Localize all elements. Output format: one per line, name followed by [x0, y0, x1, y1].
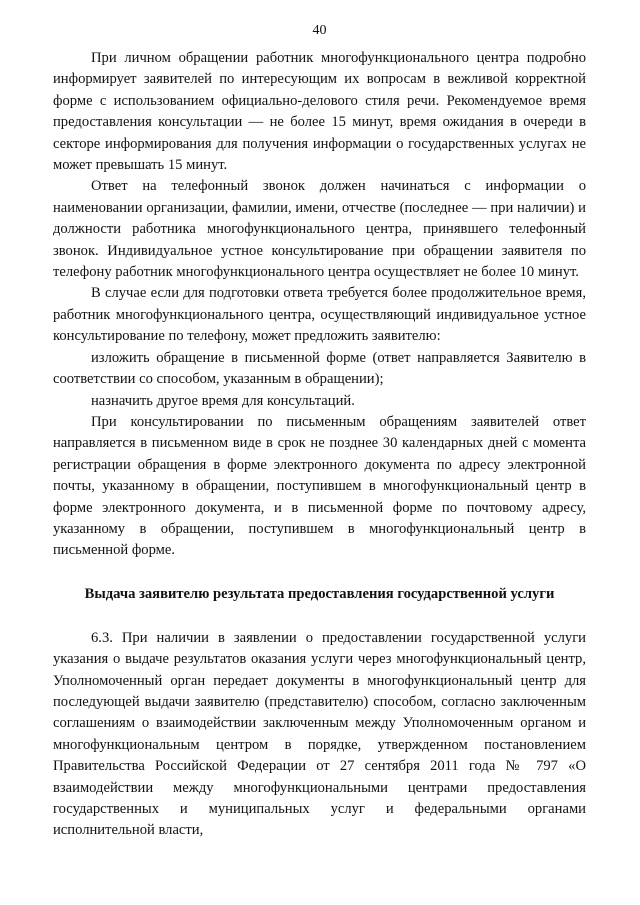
- paragraph-written-requests: При консультировании по письменным обращениям заявителей ответ направляется в письменном виде в срок не позднее 30 календарных дней с момента регистрации обращения в форме электронного документа по адресу электронной почты, указанному в обращении, поступившем в многофункциональный центр в форме электронного документа, и в письменной форме по почтовому адресу, указанному в обращении, поступившем в многофункциональный центр в письменной форме.: [53, 413, 586, 559]
- paragraph-6-3: 6.3. При наличии в заявлении о предоставлении государственной услуги указания о выдаче результатов оказания услуги через многофункциональный центр, Уполномоченный орган передает документы в многофункциональный центр для последующей выдачи заявителю (представителю) способом, согласно заключенным соглашениям о взаимодействии заключенным между Уполномоченным органом и многофункциональным центром в порядке, утвержденном постановлением Правительства Российской Федерации от 27 сентября 2011 года № 797 «О взаимодействии между многофункциональными центрами предоставления государственных и муниципальных услуг и федеральными органами исполнительной власти,: [53, 629, 586, 839]
- paragraph-longer-time: В случае если для подготовки ответа требуется более продолжительное время, работник многофункционального центра, осуществляющий индивидуальное устное консультирование по телефону, может предложить заявителю:: [53, 285, 586, 345]
- paragraph-personal-visit: При личном обращении работник многофункционального центра подробно информирует заявителей по интересующим их вопросам в вежливой корректной форме с использованием официально-делового стиля речи. Рекомендуемое время предоставления консультации — не более 15 минут, время ожидания в очереди в секторе информирования для получения информации о государственных услугах не может превышать 15 минут.: [53, 50, 586, 174]
- list-item-other-time: назначить другое время для консультаций.: [91, 392, 355, 409]
- list-item-written-form: изложить обращение в письменной форме (ответ направляется Заявителю в соответствии со способом, указанным в обращении);: [53, 349, 586, 388]
- paragraph-phone-call: Ответ на телефонный звонок должен начинаться с информации о наименовании организации, фамилии, имени, отчестве (последнее — при наличии) и должности работника многофункционального центра, принявшего телефонный звонок. Индивидуальное устное консультирование при обращении заявителя по телефону работник многофункционального центра осуществляет не более 10 минут.: [53, 178, 586, 281]
- page-number: 40: [312, 23, 327, 38]
- section-heading: Выдача заявителю результата предоставления государственной услуги: [84, 585, 555, 602]
